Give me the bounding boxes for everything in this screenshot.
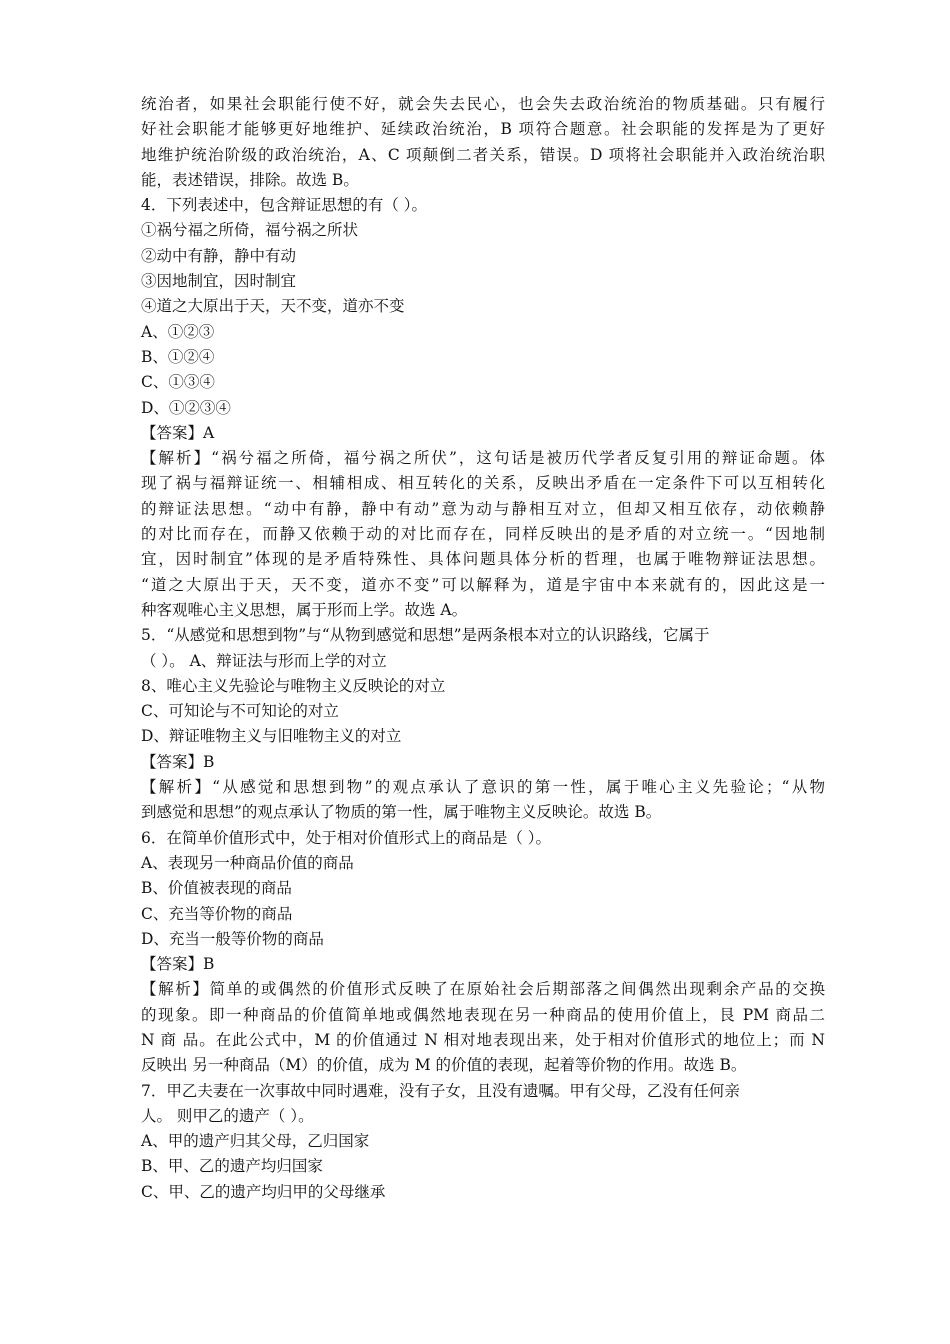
analysis-line: 现了祸与福辩证统一、相辅相成、相互转化的关系，反映出矛盾在一定条件下可以互相转化 xyxy=(141,474,825,493)
question-7-stem: 7．甲乙夫妻在一次事故中同时遇难，没有子女，且没有遗嘱。甲有父母，乙没有任何亲 xyxy=(141,1081,740,1100)
analysis-line: 的现象。即一种商品的价值简单地或偶然地表现在另一种商品的使用价值上，艮 PM 商品二 xyxy=(141,1005,825,1024)
question-7-stem: 人。 则甲乙的遗产（ ）。 xyxy=(141,1106,314,1125)
option-c: C、甲、乙的遗产均归甲的父母继承 xyxy=(141,1182,386,1201)
option-a: A、甲的遗产归其父母，乙归国家 xyxy=(141,1132,370,1151)
paragraph-line: 地维护统治阶级的政治统治，A、C 项颠倒二者关系，错误。D 项将社会职能并入政治统治职 xyxy=(141,145,825,164)
statement-2: ②动中有静，静中有动 xyxy=(141,246,297,265)
option-b: B、甲、乙的遗产均归国家 xyxy=(141,1157,323,1176)
answer: 【答案】A xyxy=(141,423,215,442)
option-a: A、①②③ xyxy=(141,322,215,341)
option-a: A、表现另一种商品价值的商品 xyxy=(141,853,354,872)
analysis-line: 反映出 另一种商品（M）的价值，成为 M 的价值的表现，起着等价物的作用。故选 B。 xyxy=(141,1056,747,1075)
analysis-line: 到感觉和思想”的观点承认了物质的第一性，属于唯物主义反映论。故选 B。 xyxy=(141,803,662,822)
analysis-line: 【解析】“从感觉和思想到物”的观点承认了意识的第一性，属于唯心主义先验论；“从物 xyxy=(141,778,825,797)
option-d: D、辩证唯物主义与旧唯物主义的对立 xyxy=(141,727,402,746)
option-b: B、价值被表现的商品 xyxy=(141,879,292,898)
option-b: 8、唯心主义先验论与唯物主义反映论的对立 xyxy=(141,676,446,695)
option-d: D、①②③④ xyxy=(141,398,231,417)
question-5-stem: 5．“从感觉和思想到物”与“从物到感觉和思想”是两条根本对立的认识路线，它属于 xyxy=(141,626,710,645)
question-5-stem: （ ）。 A、辩证法与形而上学的对立 xyxy=(141,651,387,670)
paragraph-line: 能，表述错误，排除。故选 B。 xyxy=(141,170,359,189)
paragraph-line: 好社会职能才能够更好地维护、延续政治统治，B 项符合题意。社会职能的发挥是为了更好 xyxy=(141,120,825,139)
answer: 【答案】B xyxy=(141,955,215,974)
question-6-stem: 6．在简单价值形式中，处于相对价值形式上的商品是（ ）。 xyxy=(141,828,552,847)
analysis-line: 的辩证法思想。“动中有静，静中有动”意为动与静相互对立，但却又相互依存，动依赖静 xyxy=(141,499,825,518)
option-c: C、可知论与不可知论的对立 xyxy=(141,702,339,721)
statement-3: ③因地制宜，因时制宜 xyxy=(141,272,297,291)
analysis-line: 【解析】“祸兮福之所倚，福兮祸之所伏”，这句话是被历代学者反复引用的辩证命题。体 xyxy=(141,449,825,468)
analysis-line: 宜，因时制宜”体现的是矛盾特殊性、具体问题具体分析的哲理，也属于唯物辩证法思想。 xyxy=(141,550,825,569)
option-d: D、充当一般等价物的商品 xyxy=(141,929,324,948)
statement-1: ①祸兮福之所倚，福兮祸之所状 xyxy=(141,221,359,240)
option-b: B、①②④ xyxy=(141,347,215,366)
document-page xyxy=(141,92,825,1205)
analysis-line: 【解析】简单的或偶然的价值形式反映了在原始社会后期部落之间偶然出现剩余产品的交换 xyxy=(141,980,825,999)
paragraph-line: 统治者，如果社会职能行使不好，就会失去民心，也会失去政治统治的物质基础。只有履行 xyxy=(141,95,825,113)
analysis-line: 种客观唯心主义思想，属于形而上学。故选 A。 xyxy=(141,600,468,619)
question-4-stem: 4．下列表述中，包含辩证思想的有（ ）。 xyxy=(141,196,428,215)
statement-4: ④道之大原出于天，天不变，道亦不变 xyxy=(141,297,405,316)
option-c: C、①③④ xyxy=(141,373,215,392)
answer: 【答案】B xyxy=(141,752,215,771)
analysis-line: “道之大原出于天，天不变，道亦不变”可以解释为，道是宇宙中本来就有的，因此这是一 xyxy=(141,575,825,594)
analysis-line: 的对比而存在，而静又依赖于动的对比而存在，同样反映出的是矛盾的对立统一。“因地制 xyxy=(141,525,825,544)
option-c: C、充当等价物的商品 xyxy=(141,904,293,923)
analysis-line: N 商 品。在此公式中，M 的价值通过 N 相对地表现出来，处于相对价值形式的地位上；而 N xyxy=(141,1030,825,1049)
